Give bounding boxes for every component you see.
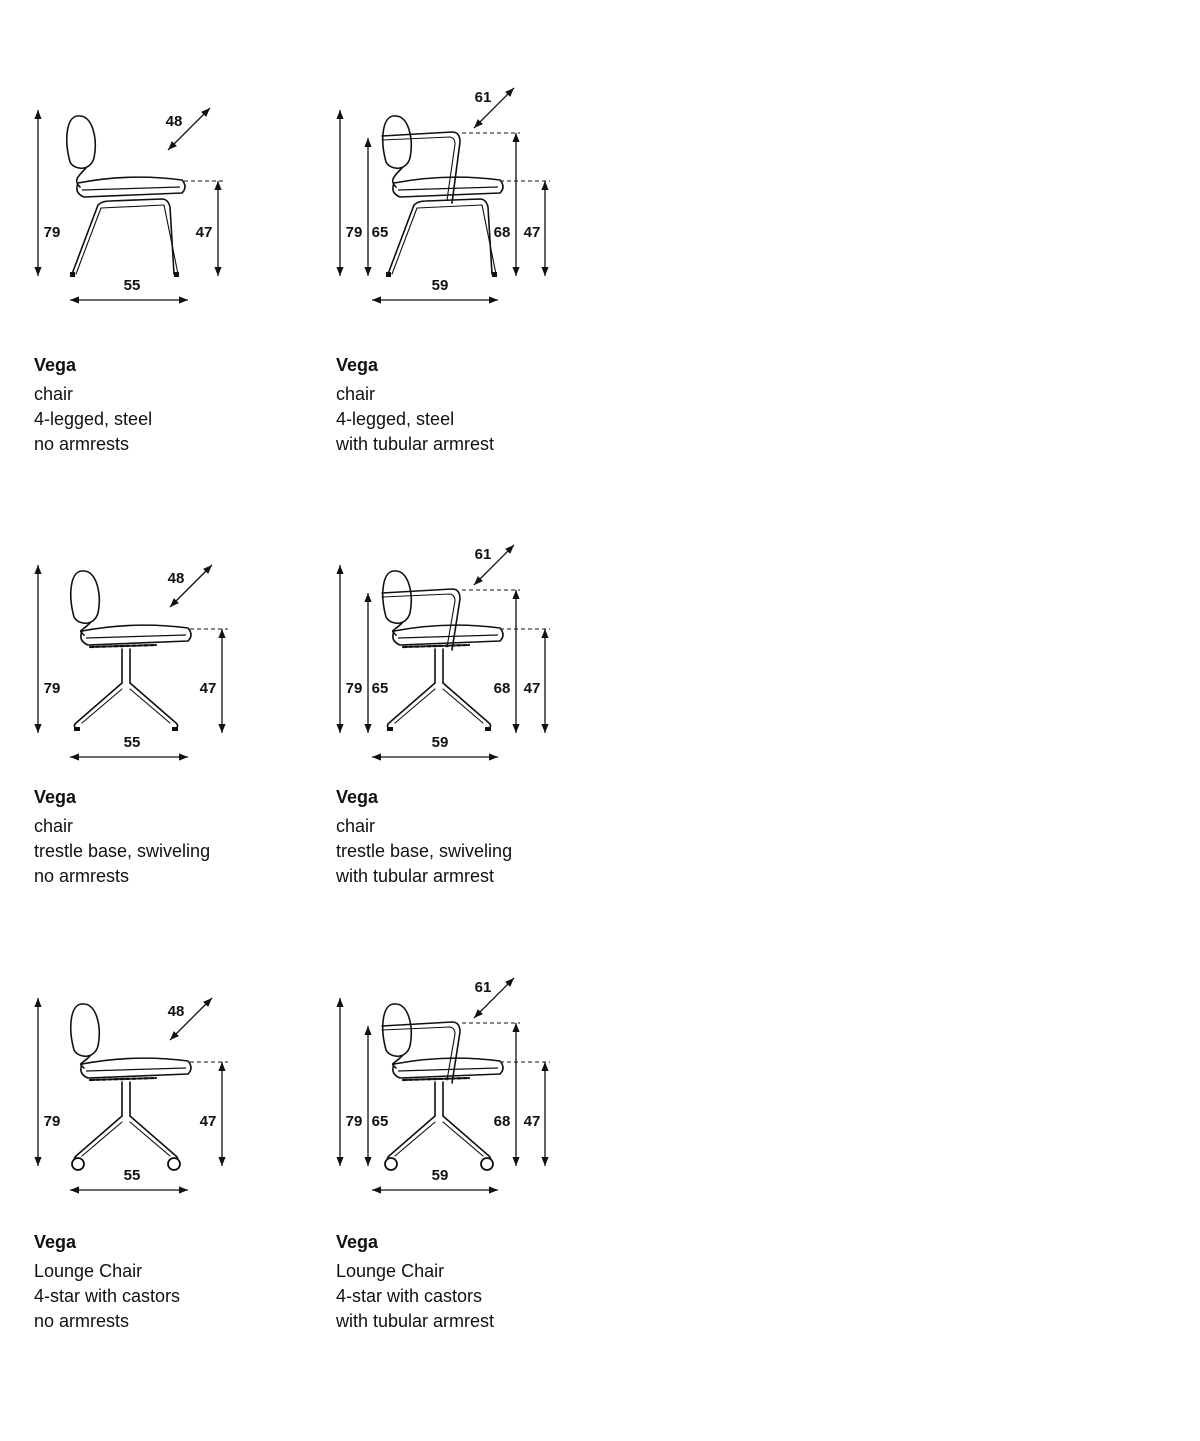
dimension-width-line-arrow-start — [372, 1186, 381, 1193]
dimension-depth-label: 48 — [167, 569, 185, 587]
dimension-height-line-arrow-end — [336, 267, 343, 276]
dimension-height-line-arrow-start — [336, 110, 343, 119]
dimension-seat-line-arrow-start — [541, 629, 548, 638]
dimension-height-label: 79 — [345, 1112, 363, 1130]
dimension-height-line-arrow-start — [336, 998, 343, 1007]
seat-seam — [398, 1068, 498, 1071]
dimension-seat-line-arrow-start — [218, 1062, 225, 1071]
product-caption — [34, 353, 152, 457]
castor-left — [385, 1158, 397, 1170]
product-name: Vega — [34, 787, 77, 807]
chair-dimension-drawing — [302, 535, 582, 775]
dimension-backrest-line-arrow-end — [364, 1157, 371, 1166]
dimension-height-label: 79 — [43, 679, 61, 697]
dimension-arm-label: 68 — [493, 1112, 511, 1130]
base-arm-right-inner — [443, 689, 483, 723]
dimension-height-line-arrow-start — [34, 998, 41, 1007]
product-name: Vega — [336, 355, 379, 375]
dimension-backrest-label: 65 — [371, 1112, 389, 1130]
castor-right — [481, 1158, 493, 1170]
dimension-height-line-arrow-end — [34, 724, 41, 733]
product-armrest: no armrests — [34, 434, 130, 454]
product-type: chair — [34, 384, 74, 404]
product-armrest: with tubular armrest — [336, 866, 495, 886]
leg-foot-left — [70, 272, 75, 277]
dimension-height-line-arrow-end — [336, 1157, 343, 1166]
glide-left — [74, 727, 80, 731]
dimension-depth-label: 48 — [165, 112, 183, 130]
backrest-outline — [67, 116, 95, 168]
base-arm-left — [74, 683, 122, 729]
glide-left — [387, 727, 393, 731]
swivel-column — [122, 1082, 130, 1116]
dimension-width-label: 55 — [123, 1166, 141, 1184]
backrest-outline — [71, 1004, 99, 1056]
glide-right — [485, 727, 491, 731]
product-caption — [336, 785, 512, 889]
chair-dimension-drawing — [0, 535, 280, 775]
dimension-backrest-label: 65 — [371, 223, 389, 241]
dimension-width-line-arrow-end — [489, 1186, 498, 1193]
dimension-height-line-arrow-end — [34, 267, 41, 276]
base-arm-left — [387, 1116, 435, 1162]
base-arm-right-inner — [130, 689, 170, 723]
dimension-width-line-arrow-start — [372, 753, 381, 760]
dimension-width-line-arrow-start — [372, 296, 381, 303]
dimension-width-line-arrow-start — [70, 296, 79, 303]
product-base: 4-star with castors — [336, 1286, 483, 1306]
dimension-backrest-line-arrow-end — [364, 724, 371, 733]
product-name: Vega — [336, 1232, 379, 1252]
base-arm-right-inner — [443, 1122, 483, 1156]
dimension-arm-label: 68 — [493, 223, 511, 241]
chair-dimension-drawing — [302, 78, 582, 318]
dimension-arm-line-arrow-start — [512, 1023, 519, 1032]
product-type: Lounge Chair — [34, 1261, 143, 1281]
dimension-height-label: 79 — [345, 223, 363, 241]
base-arm-left-inner — [82, 1122, 122, 1156]
backrest-outline — [71, 571, 99, 623]
dimension-height-label: 79 — [345, 679, 363, 697]
backrest-outline — [383, 116, 411, 168]
product-base: trestle base, swiveling — [34, 841, 211, 861]
product-base: 4-star with castors — [34, 1286, 181, 1306]
castor-right — [168, 1158, 180, 1170]
product-caption — [34, 785, 210, 889]
dimension-height-line-arrow-start — [34, 110, 41, 119]
dimension-seat-line-arrow-end — [541, 1157, 548, 1166]
dimension-width-line-arrow-end — [489, 753, 498, 760]
dimension-width-line-arrow-end — [179, 296, 188, 303]
dimension-arm-line-arrow-end — [512, 1157, 519, 1166]
dimension-height-line-arrow-end — [336, 724, 343, 733]
dimension-depth-label: 61 — [474, 88, 492, 106]
product-type: chair — [336, 384, 376, 404]
chair-dimension-drawing — [0, 968, 280, 1208]
product-armrest: with tubular armrest — [336, 1311, 495, 1331]
product-base: trestle base, swiveling — [336, 841, 513, 861]
dimension-depth-label: 61 — [474, 978, 492, 996]
leg-foot-left — [386, 272, 391, 277]
dimension-seat-label: 47 — [199, 1112, 217, 1130]
dimension-depth-label: 61 — [474, 545, 492, 563]
chair-dimension-drawing — [302, 968, 582, 1208]
base-arm-left-inner — [395, 689, 435, 723]
leg-foot-right — [492, 272, 497, 277]
dimension-arm-line-arrow-start — [512, 133, 519, 142]
dimension-seat-line-arrow-end — [218, 724, 225, 733]
swivel-column — [122, 649, 130, 683]
dimension-width-label: 55 — [123, 733, 141, 751]
glide-right — [172, 727, 178, 731]
chair-diagram-svg — [302, 535, 582, 775]
base-arm-right — [443, 1116, 491, 1162]
dimension-width-label: 59 — [431, 276, 449, 294]
base-arm-right — [130, 1116, 178, 1162]
product-name: Vega — [34, 1232, 77, 1252]
dimension-backrest-line-arrow-start — [364, 1026, 371, 1035]
base-arm-right — [443, 683, 491, 729]
product-caption — [336, 353, 494, 457]
dimension-width-line-arrow-end — [179, 753, 188, 760]
product-name: Vega — [336, 787, 379, 807]
seat-seam — [82, 187, 180, 190]
dimension-height-label: 79 — [43, 223, 61, 241]
product-base: 4-legged, steel — [336, 409, 455, 429]
dimension-height-line-arrow-start — [336, 565, 343, 574]
dimension-width-label: 59 — [431, 1166, 449, 1184]
product-base: 4-legged, steel — [34, 409, 153, 429]
chair-diagram-svg — [302, 78, 582, 318]
base-arm-right — [130, 683, 178, 729]
dimension-seat-line-arrow-start — [218, 629, 225, 638]
dimension-seat-label: 47 — [523, 223, 541, 241]
dimension-seat-line-arrow-start — [214, 181, 221, 190]
dimension-seat-label: 47 — [523, 1112, 541, 1130]
dimension-width-line-arrow-start — [70, 753, 79, 760]
dimension-width-label: 59 — [431, 733, 449, 751]
product-type: chair — [34, 816, 74, 836]
product-armrest: no armrests — [34, 1311, 130, 1331]
chair-diagram-svg — [0, 968, 280, 1208]
base-arm-right-inner — [130, 1122, 170, 1156]
dimension-arm-line-arrow-end — [512, 724, 519, 733]
dimension-seat-label: 47 — [523, 679, 541, 697]
dimension-backrest-line-arrow-start — [364, 138, 371, 147]
chair-dimension-drawing — [0, 78, 280, 318]
seat-seam — [86, 635, 186, 638]
dimension-arm-line-arrow-end — [512, 267, 519, 276]
dimension-seat-line-arrow-end — [541, 267, 548, 276]
dimension-seat-line-arrow-start — [541, 1062, 548, 1071]
steel-leg-frame — [72, 199, 174, 274]
dimension-height-label: 79 — [43, 1112, 61, 1130]
dimension-depth-label: 48 — [167, 1002, 185, 1020]
swivel-mechanism — [403, 645, 469, 647]
product-caption — [34, 1230, 180, 1334]
dimension-arm-label: 68 — [493, 679, 511, 697]
seat-seam — [398, 635, 498, 638]
dimension-seat-line-arrow-end — [218, 1157, 225, 1166]
base-arm-left — [74, 1116, 122, 1162]
dimension-seat-label: 47 — [199, 679, 217, 697]
leg-foot-right — [174, 272, 179, 277]
product-name: Vega — [34, 355, 77, 375]
swivel-column — [435, 1082, 443, 1116]
dimension-seat-line-arrow-start — [541, 181, 548, 190]
base-arm-left — [387, 683, 435, 729]
steel-leg-frame — [388, 199, 492, 274]
dimension-backrest-line-arrow-end — [364, 267, 371, 276]
steel-leg-frame-inner — [392, 205, 496, 274]
swivel-column — [435, 649, 443, 683]
dimension-width-line-arrow-start — [70, 1186, 79, 1193]
chair-diagram-svg — [0, 535, 280, 775]
dimension-seat-line-arrow-end — [214, 267, 221, 276]
dimension-width-line-arrow-end — [489, 296, 498, 303]
dimension-width-line-arrow-end — [179, 1186, 188, 1193]
swivel-mechanism — [403, 1078, 469, 1080]
product-type: chair — [336, 816, 376, 836]
dimension-seat-label: 47 — [195, 223, 213, 241]
seat-seam — [86, 1068, 186, 1071]
chair-diagram-svg — [0, 78, 280, 318]
dimension-seat-line-arrow-end — [541, 724, 548, 733]
dimension-width-label: 55 — [123, 276, 141, 294]
dimension-height-line-arrow-start — [34, 565, 41, 574]
castor-left — [72, 1158, 84, 1170]
chair-diagram-svg — [302, 968, 582, 1208]
product-type: Lounge Chair — [336, 1261, 445, 1281]
product-armrest: with tubular armrest — [336, 434, 495, 454]
steel-leg-frame-inner — [76, 205, 178, 274]
dimension-backrest-label: 65 — [371, 679, 389, 697]
base-arm-left-inner — [82, 689, 122, 723]
dimension-height-line-arrow-end — [34, 1157, 41, 1166]
product-armrest: no armrests — [34, 866, 130, 886]
dimension-backrest-line-arrow-start — [364, 593, 371, 602]
dimension-arm-line-arrow-start — [512, 590, 519, 599]
product-caption — [336, 1230, 494, 1334]
base-arm-left-inner — [395, 1122, 435, 1156]
